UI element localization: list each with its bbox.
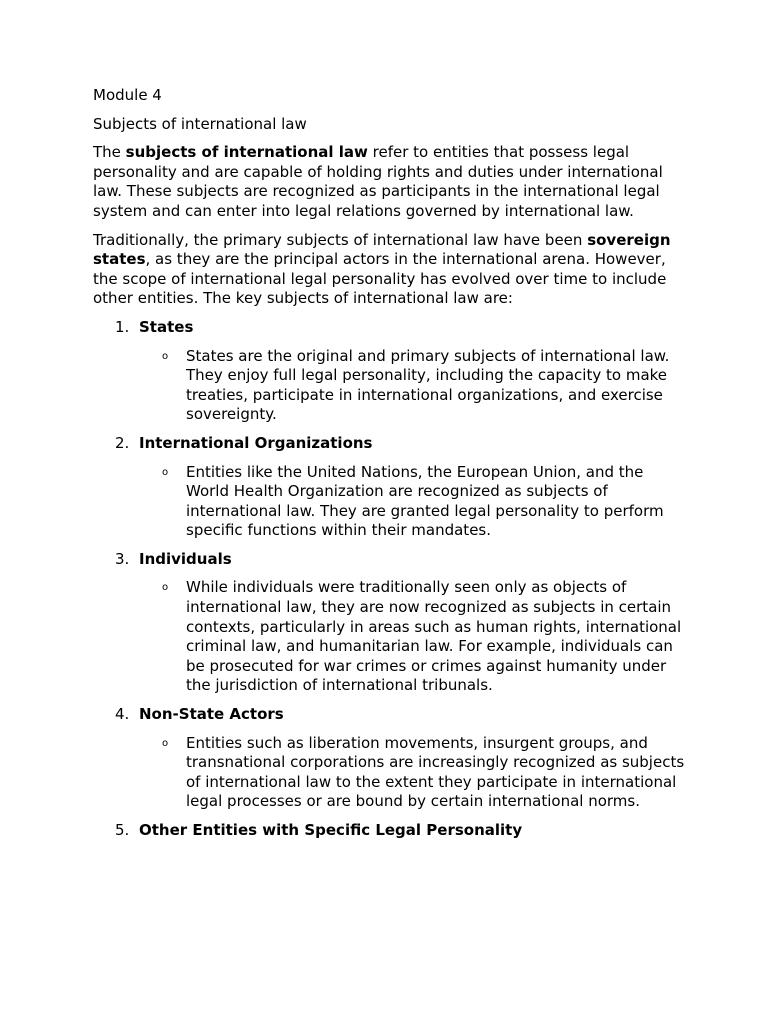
list-item-title: Non-State Actors	[139, 705, 284, 724]
sub-bullet	[93, 734, 683, 812]
traditional-bold-term: sovereign states	[93, 230, 671, 269]
traditional-text-end: , as they are the principal actors in the international arena. However, the scope of international legal personality has evolved over time to include other entities. The key subjects of international law are:	[93, 250, 667, 308]
list-item-number: 5.	[115, 821, 130, 839]
traditional-paragraph	[93, 231, 683, 309]
list-item-other-entities	[93, 821, 683, 841]
intro-text-start: The	[93, 143, 126, 162]
list-item-title: International Organizations	[139, 433, 373, 452]
document-title: Subjects of international law	[93, 114, 307, 133]
sub-bullet	[93, 578, 683, 696]
sub-bullet-text: Entities like the United Nations, the European Union, and the World Health Organization are recognized as subjects of international law. They are granted legal personality to perform specific functions within their mandates.	[186, 462, 664, 540]
list-item-number: 3.	[115, 549, 130, 568]
intro-paragraph	[93, 143, 683, 221]
list-item-non-state-actors	[93, 705, 683, 812]
list-item-title: States	[139, 317, 194, 336]
sub-bullet-text: While individuals were traditionally seen only as objects of international law, they are now recognized as subjects in certain contexts, particularly in areas such as human rights, international criminal law, and humanitarian law. For example, individuals can be prosecuted for war crimes or crimes against humanity under the jurisdiction of international tribunals.	[186, 578, 682, 695]
list-item-states	[93, 318, 683, 425]
list-item-number: 2.	[115, 433, 130, 452]
sub-bullet-text: Entities such as liberation movements, insurgent groups, and transnational corporations are increasingly recognized as subjects of international law to the extent they participate in international legal processes or are bound by certain international norms.	[186, 733, 685, 811]
list-item-number: 1.	[115, 317, 130, 336]
sub-bullet	[93, 463, 683, 541]
hollow-bullet-icon: o	[162, 582, 169, 594]
list-item-title: Other Entities with Specific Legal Personality	[139, 821, 523, 839]
list-item-individuals	[93, 550, 683, 696]
intro-bold-term: subjects of international law	[125, 143, 368, 162]
sub-bullet	[93, 347, 683, 425]
list-item-title: Individuals	[139, 549, 232, 568]
intro-text-end: refer to entities that possess legal personality and are capable of holding rights and duties under international law. These subjects are recognized as participants in the international legal system and can enter into legal relations governed by international law.	[93, 143, 663, 220]
sub-bullet-text: States are the original and primary subjects of international law. They enjoy full legal personality, including the capacity to make treaties, participate in international organizations, and exercise sovereignty.	[186, 346, 670, 424]
hollow-bullet-icon: o	[162, 350, 169, 362]
hollow-bullet-icon: o	[162, 737, 169, 749]
module-label: Module 4	[93, 86, 162, 104]
list-item-number: 4.	[115, 705, 130, 724]
list-item-international-organizations	[93, 434, 683, 541]
document-page	[93, 86, 683, 850]
hollow-bullet-icon: o	[162, 466, 169, 478]
traditional-text-start: Traditionally, the primary subjects of international law have been	[93, 230, 588, 249]
